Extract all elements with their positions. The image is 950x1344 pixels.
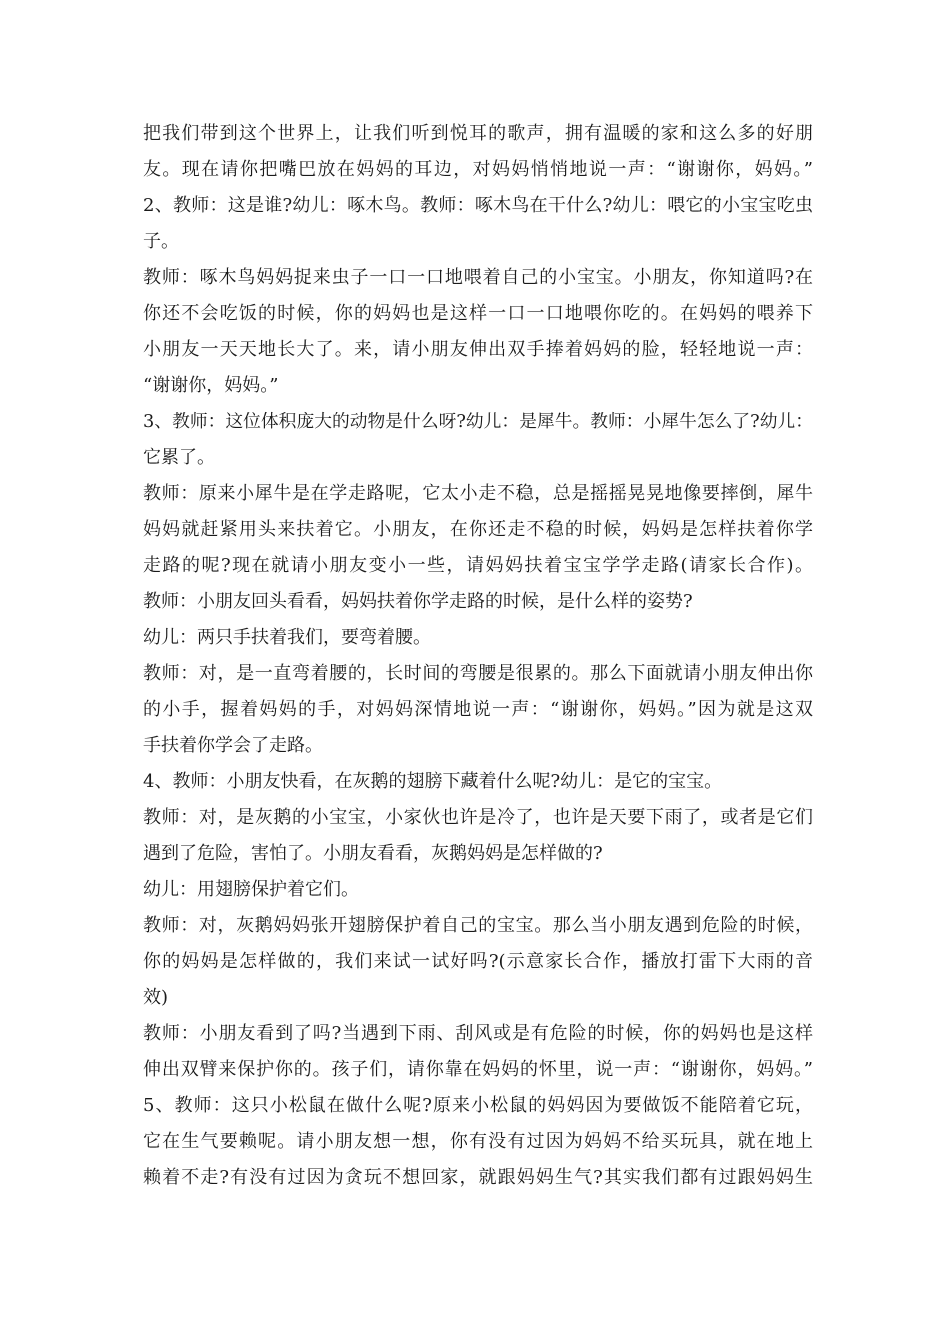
document-page bbox=[143, 116, 813, 1196]
text-line: 5、教师：这只小松鼠在做什么呢?原来小松鼠的妈妈因为要做饭不能陪着它玩， bbox=[143, 1095, 813, 1116]
text-line: 妈妈就赶紧用头来扶着它。小朋友，在你还走不稳的时候，妈妈是怎样扶着你学 bbox=[143, 519, 813, 540]
text-line: 你的妈妈是怎样做的，我们来试一试好吗?(示意家长合作，播放打雷下大雨的音 bbox=[143, 951, 813, 972]
text-line: 教师：对，是一直弯着腰的，长时间的弯腰是很累的。那么下面就请小朋友伸出你 bbox=[143, 663, 813, 684]
text-line: 它累了。 bbox=[143, 447, 215, 468]
text-line: 效) bbox=[143, 987, 169, 1008]
text-line: 教师：对，是灰鹅的小宝宝，小家伙也许是冷了，也许是天要下雨了，或者是它们 bbox=[143, 807, 813, 828]
text-line: 教师：对，灰鹅妈妈张开翅膀保护着自己的宝宝。那么当小朋友遇到危险的时候， bbox=[143, 915, 813, 936]
text-line: 教师：啄木鸟妈妈捉来虫子一口一口地喂着自己的小宝宝。小朋友，你知道吗?在 bbox=[143, 267, 813, 288]
text-line: 的小手，握着妈妈的手，对妈妈深情地说一声：“谢谢你，妈妈。”因为就是这双 bbox=[143, 699, 813, 720]
text-line: 把我们带到这个世界上，让我们听到悦耳的歌声，拥有温暖的家和这么多的好朋 bbox=[143, 123, 813, 144]
text-line: 子。 bbox=[143, 231, 179, 252]
text-line: 手扶着你学会了走路。 bbox=[143, 735, 323, 756]
text-line: 赖着不走?有没有过因为贪玩不想回家，就跟妈妈生气?其实我们都有过跟妈妈生 bbox=[143, 1167, 813, 1188]
text-line: 3、教师：这位体积庞大的动物是什么呀?幼儿：是犀牛。教师：小犀牛怎么了?幼儿： bbox=[143, 412, 813, 432]
text-line: 伸出双臂来保护你的。孩子们，请你靠在妈妈的怀里，说一声：“谢谢你，妈妈。” bbox=[143, 1059, 813, 1080]
text-line: 2、教师：这是谁?幼儿：啄木鸟。教师：啄木鸟在干什么?幼儿：喂它的小宝宝吃虫 bbox=[143, 195, 813, 216]
text-line: 友。现在请你把嘴巴放在妈妈的耳边，对妈妈悄悄地说一声：“谢谢你，妈妈。” bbox=[143, 159, 813, 180]
text-line: 走路的呢?现在就请小朋友变小一些，请妈妈扶着宝宝学学走路(请家长合作)。 bbox=[143, 555, 813, 576]
text-line: 它在生气要赖呢。请小朋友想一想，你有没有过因为妈妈不给买玩具，就在地上 bbox=[143, 1131, 813, 1152]
text-line: 教师：小朋友看到了吗?当遇到下雨、刮风或是有危险的时候，你的妈妈也是这样 bbox=[143, 1023, 813, 1044]
text-line: 教师：原来小犀牛是在学走路呢，它太小走不稳，总是摇摇晃晃地像要摔倒，犀牛 bbox=[143, 483, 813, 504]
text-line: 小朋友一天天地长大了。来，请小朋友伸出双手捧着妈妈的脸，轻轻地说一声： bbox=[143, 339, 813, 360]
text-line: 幼儿：用翅膀保护着它们。 bbox=[143, 879, 359, 900]
text-line: 教师：小朋友回头看看，妈妈扶着你学走路的时候，是什么样的姿势? bbox=[143, 591, 693, 612]
text-line: 你还不会吃饭的时候，你的妈妈也是这样一口一口地喂你吃的。在妈妈的喂养下 bbox=[143, 303, 813, 324]
text-line: “谢谢你，妈妈。” bbox=[143, 375, 279, 396]
text-line: 4、教师：小朋友快看，在灰鹅的翅膀下藏着什么呢?幼儿：是它的宝宝。 bbox=[143, 771, 723, 792]
text-line: 幼儿：两只手扶着我们，要弯着腰。 bbox=[143, 627, 431, 648]
text-line: 遇到了危险，害怕了。小朋友看看，灰鹅妈妈是怎样做的? bbox=[143, 843, 603, 864]
